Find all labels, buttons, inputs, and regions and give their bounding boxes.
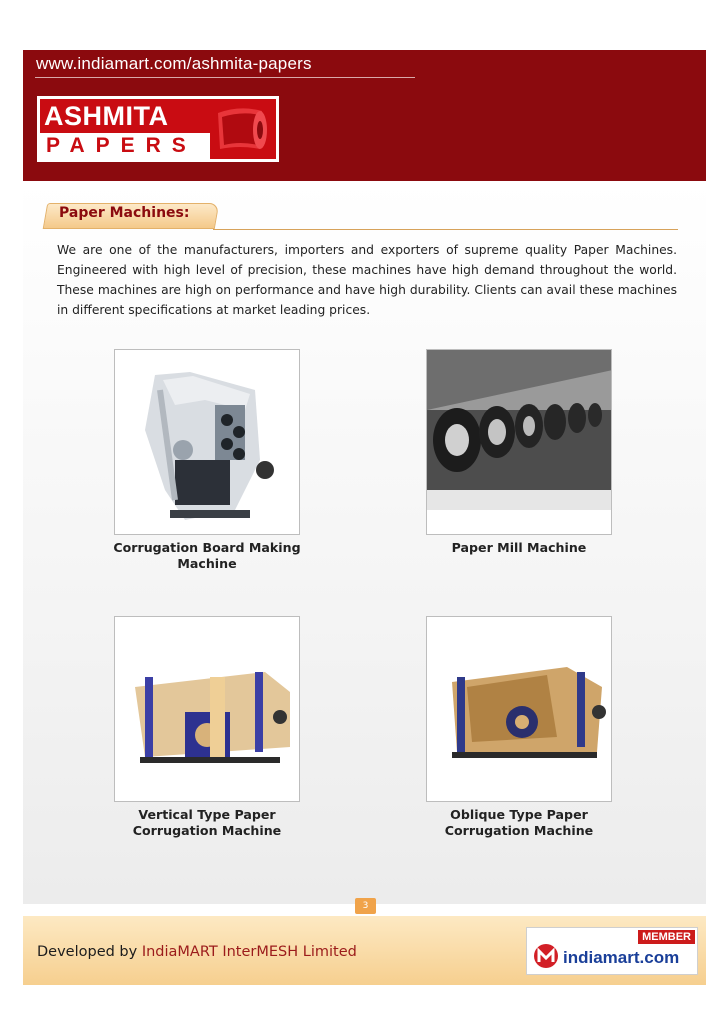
product-caption-4 xyxy=(404,807,634,839)
product-caption-1 xyxy=(92,540,322,572)
developed-by-text xyxy=(37,944,357,960)
product-image-paper-mill xyxy=(426,349,612,535)
website-url[interactable]: www.indiamart.com/ashmita-papers xyxy=(36,54,312,73)
brochure-page xyxy=(23,50,706,985)
product-image-corrugation-board xyxy=(114,349,300,535)
caption-line: Corrugation Board Making xyxy=(113,540,301,555)
page-header xyxy=(23,50,706,181)
indiamart-m-icon xyxy=(533,942,559,970)
caption-line: Oblique Type Paper xyxy=(450,807,588,822)
page-number: 3 xyxy=(355,898,376,914)
url-underline xyxy=(35,77,415,78)
product-caption-3 xyxy=(92,807,322,839)
intro-paragraph: We are one of the manufacturers, importers and exporters of supreme quality Paper Machines. Engineered with high level of precision, these machines have high demand throughout the world. These machines are high on performance and have high durability. Clients can avail these machines in different specifications at market leading prices. xyxy=(57,243,677,317)
developer-company-link[interactable]: IndiaMART InterMESH Limited xyxy=(141,944,357,960)
indiamart-member-badge[interactable] xyxy=(526,927,698,975)
caption-line: Vertical Type Paper xyxy=(138,807,276,822)
section-divider xyxy=(213,229,678,230)
page-footer xyxy=(23,916,706,985)
product-image-vertical-type xyxy=(114,616,300,802)
logo-text-papers: PAPERS xyxy=(40,133,210,159)
caption-line: Corrugation Machine xyxy=(444,823,594,838)
logo-text-ashmita: ASHMITA xyxy=(44,101,169,131)
caption-line: Corrugation Machine xyxy=(132,823,282,838)
paper-roll-logo-icon xyxy=(210,99,276,159)
content-area xyxy=(23,181,706,904)
indiamart-brand-text: indiamart.com xyxy=(563,948,680,967)
company-logo xyxy=(37,96,279,162)
section-title: Paper Machines: xyxy=(59,205,190,221)
caption-line: Machine xyxy=(177,556,237,571)
member-label: MEMBER xyxy=(638,930,695,944)
caption-line: Paper Mill Machine xyxy=(451,540,587,555)
developed-by-label: Developed by xyxy=(37,944,142,960)
product-caption-2 xyxy=(404,540,634,556)
product-image-oblique-type xyxy=(426,616,612,802)
